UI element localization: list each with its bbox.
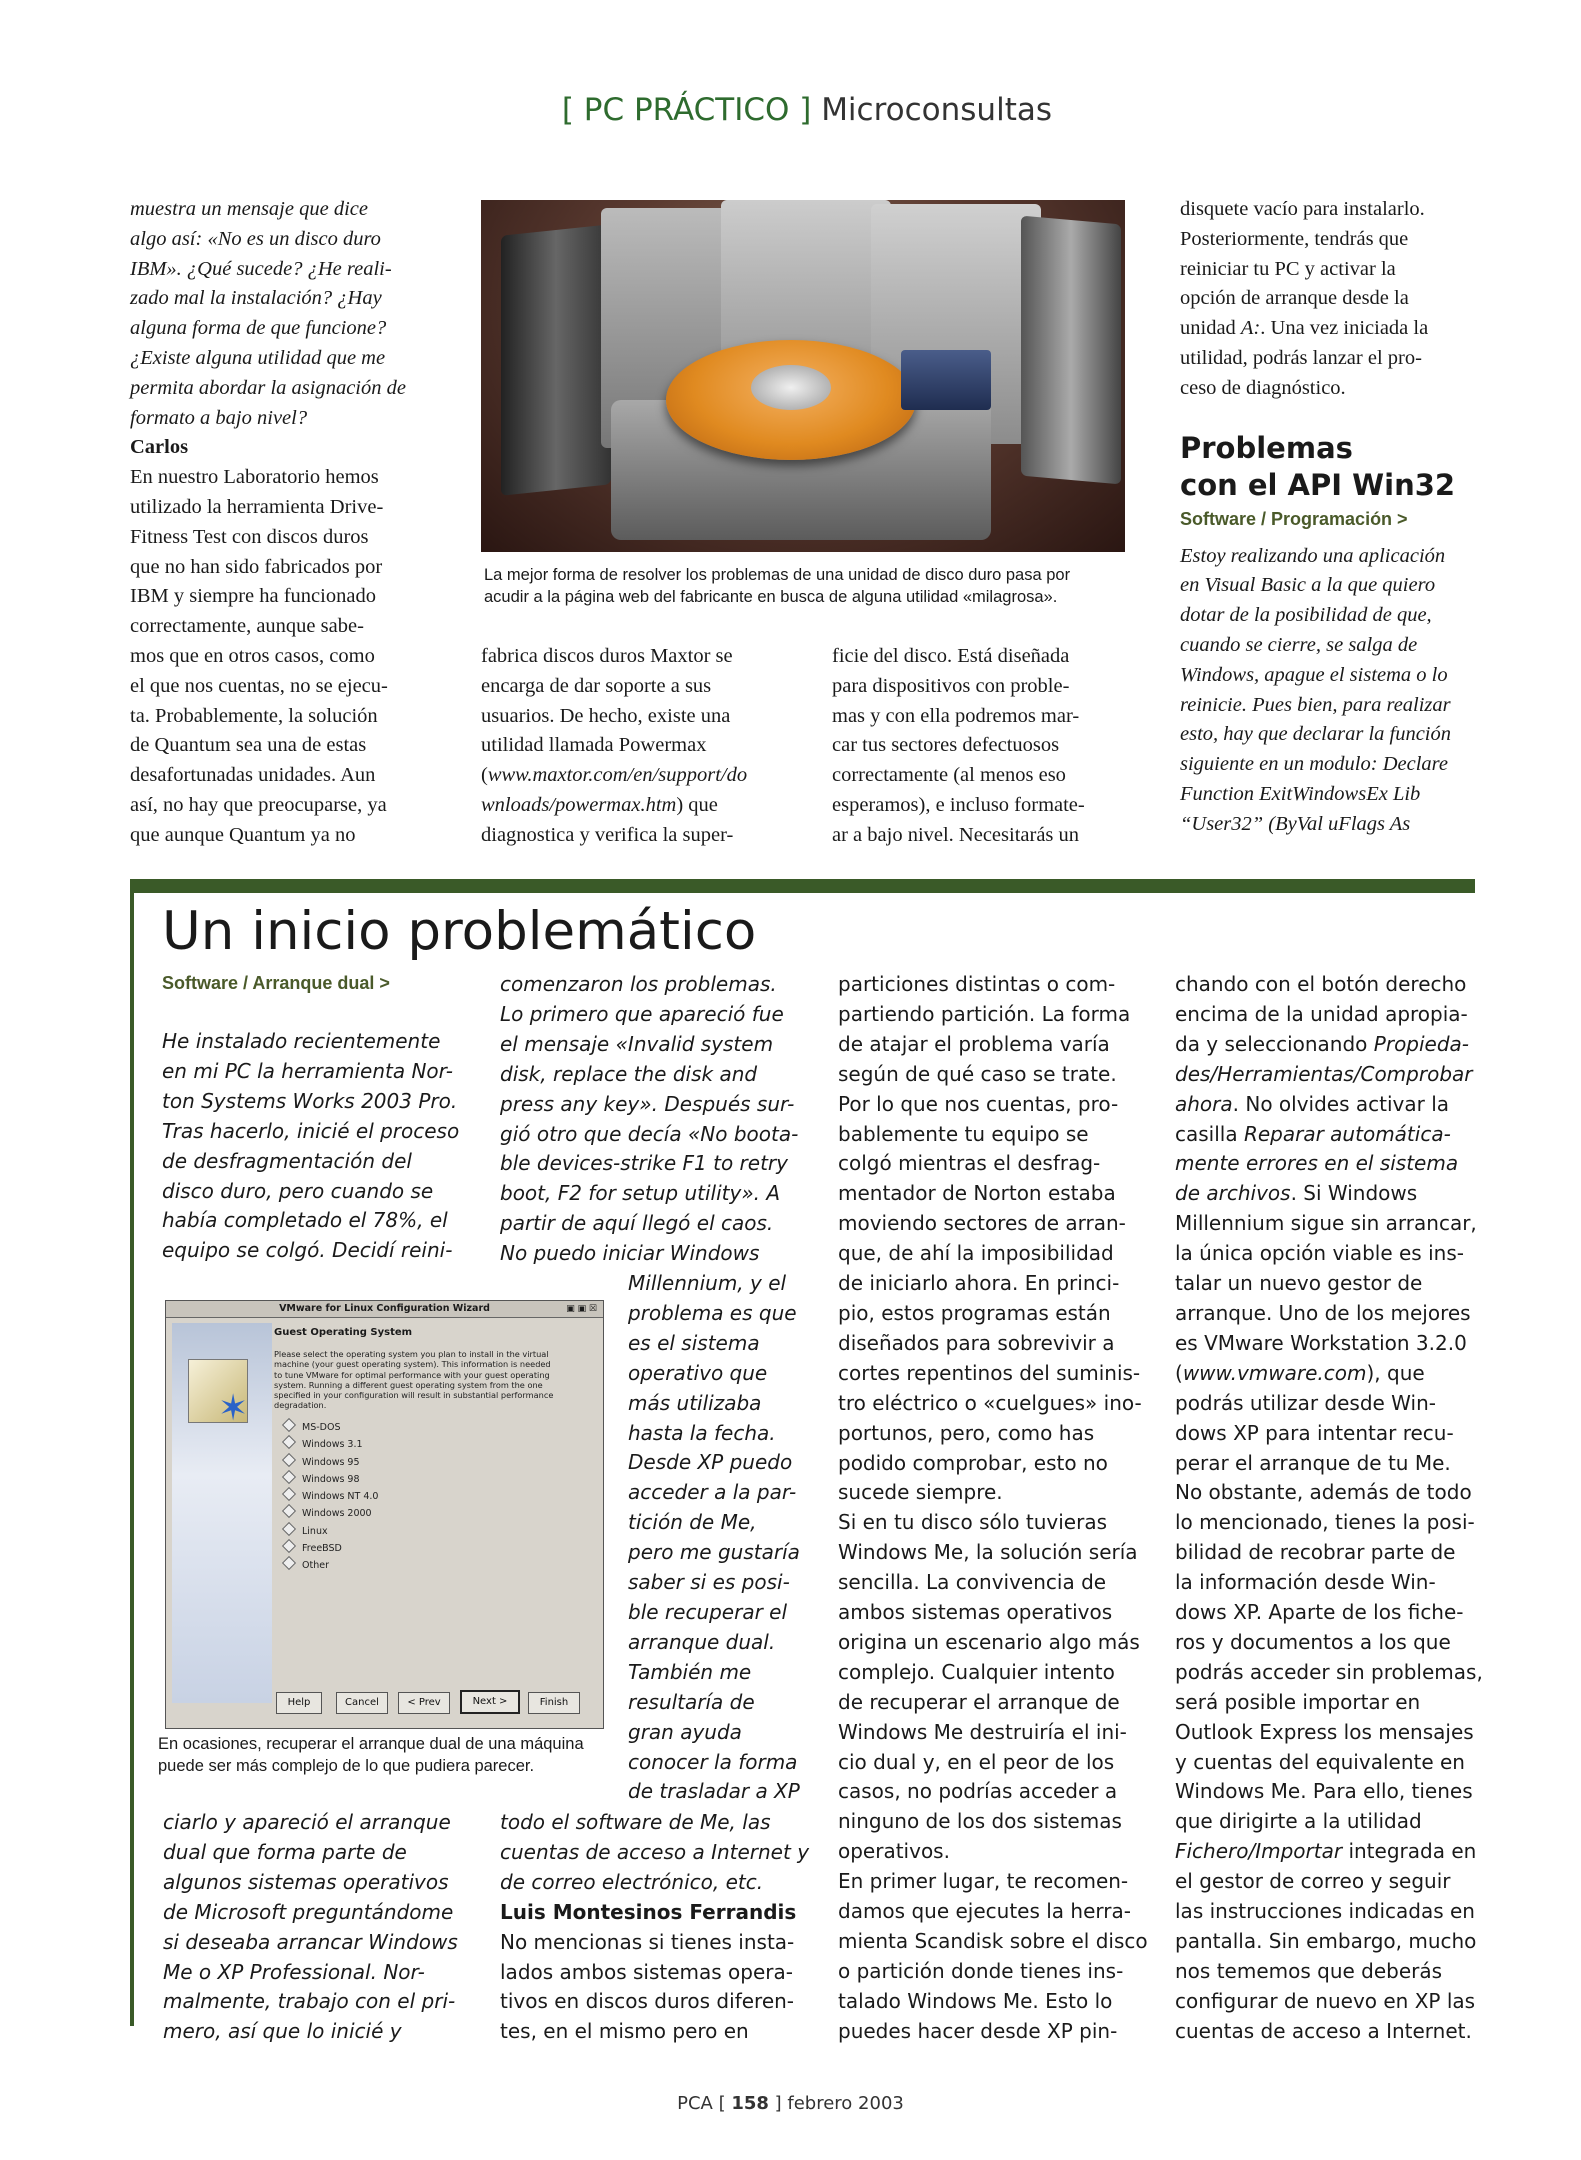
section-left-rule <box>130 879 134 2026</box>
section-divider-bar <box>130 879 1475 893</box>
os-option[interactable]: Linux <box>284 1523 378 1540</box>
top-column-2: fabrica discos duros Maxtor se encarga de dar soporte a sus usuarios. De hecho, existe una utilidad llamada Powermax (www.maxtor.com/en/support/do wnloads/powermax.htm) que diagnostica y verifica la super- <box>481 645 748 846</box>
top-column-4: disquete vacío para instalarlo. Posteriormente, tendrás que reiniciar tu PC y activar la opción de arranque desde la unidad A:. Una vez iniciada la utilidad, podrás lanzar el pro- ceso de diagnóstico. Problemas con el API Win32 Software / Programación > Estoy realizando una aplicación en Visual Basic a la que quiero dotar de la posibilidad de que, cuando se cierre, se salga de Windows, apague el sistema o lo reinicie. Pues bien, para realizar esto, hay que declarar la función siguiente en un modulo: Declare Function ExitWindowsEx Lib “User32” (ByVal uFlags As <box>1180 195 1500 840</box>
page-number: 158 <box>731 2093 769 2114</box>
blue-connector <box>901 350 991 410</box>
os-option-list <box>284 1419 378 1575</box>
wizard-heading: Guest Operating System <box>274 1327 413 1338</box>
radio-icon <box>282 1522 296 1536</box>
window-titlebar: VMware for Linux Configuration Wizard <box>166 1301 603 1318</box>
radio-icon <box>282 1487 296 1501</box>
api-category: Software / Programación > <box>1180 508 1408 529</box>
screenshot-caption: En ocasiones, recuperar el arranque dual de una máquina puede ser más complejo de lo que pudiera parecer. <box>158 1735 584 1775</box>
powermax-link[interactable]: www.maxtor.com/en/support/do <box>487 764 748 787</box>
radio-icon <box>282 1453 296 1467</box>
vmware-wizard-screenshot <box>165 1300 604 1729</box>
radio-icon <box>282 1470 296 1484</box>
radio-icon <box>282 1435 296 1449</box>
magazine-name: PCA <box>677 2093 713 2114</box>
prev-button[interactable]: < Prev <box>398 1692 450 1714</box>
photo-caption: La mejor forma de resolver los problemas de una unidad de disco duro pasa por acudir a la página web del fabricante en busca de alguna utilidad «milagrosa». <box>484 566 1071 606</box>
question-part-2-narrow: Millennium, y el problema es que es el sistema operativo que más utilizaba hasta la fecha. Desde XP puedo acceder a la par- tición de Me, pero me gustaría saber si es posi- ble recuperar el arranque dual. También me resultaría de gran ayuda conocer la forma de trasladar a XP <box>628 1271 800 1804</box>
hard-drives-photo <box>481 200 1125 552</box>
main-title: Un inicio problemático <box>162 901 757 962</box>
help-button[interactable]: Help <box>276 1692 322 1714</box>
answer-part-2: particiones distintas o com- partiendo partición. La forma de atajar el problema varía según de qué caso se trate. Por lo que nos cuentas, pro- bablemente tu equipo se colgó mientras el desfrag- mentador de Norton estaba moviendo sectores de arran- que, de ahí la imposibilidad de iniciarlo ahora. En princi- pio, estos programas están diseñados para sobrevivir a cortes repentinos del suminis- tro eléctrico o «cuelgues» ino- portunos, pero, como has podido comprobar, esto no sucede siempre. Si en tu disco sólo tuvieras Windows Me, la solución sería sencilla. La convivencia de ambos sistemas operativos origina un escenario algo más complejo. Cualquier intento de recuperar el arranque de Windows Me destruiría el ini- cio dual y, en el peor de los casos, no podrías acceder a ninguno de los dos sistemas operativos. En primer lugar, te recomen- damos que ejecutes la herra- mienta Scandisk sobre el disco o partición donde tienes ins- talado Windows Me. Esto lo puedes hacer desde XP pin- <box>838 972 1148 2043</box>
page-footer: PCA [ 158 ] febrero 2003 <box>677 2093 904 2114</box>
bottom-column-1 <box>162 968 472 1266</box>
reader-name: Carlos <box>130 436 189 459</box>
main-category: Software / Arranque dual > <box>162 973 390 993</box>
os-option[interactable]: Windows 3.1 <box>284 1436 378 1453</box>
radio-icon <box>282 1539 296 1553</box>
os-option[interactable]: Windows 2000 <box>284 1505 378 1522</box>
api-question: Estoy realizando una aplicación en Visual Basic a la que quiero dotar de la posibilidad de que, cuando se cierre, se salga de Windows, apague el sistema o lo reinicie. Pues bien, para realizar esto, hay que declarar la función siguiente en un modulo: Declare Function ExitWindowsEx Lib “User32” (ByVal uFlags As <box>1180 544 1452 835</box>
cancel-button[interactable]: Cancel <box>336 1692 388 1714</box>
issue-date: febrero 2003 <box>787 2093 904 2114</box>
vmware-link[interactable]: www.vmware.com <box>1182 1360 1367 1385</box>
powermax-link-cont[interactable]: wnloads/powermax.htm <box>481 793 677 816</box>
os-option[interactable]: Windows 98 <box>284 1471 378 1488</box>
answer-author: Luis Montesinos Ferrandis <box>500 1899 797 1924</box>
reader-question: muestra un mensaje que dice algo así: «No es un disco duro IBM». ¿Qué sucede? ¿He reali- zado mal la instalación? ¿Hay alguna forma de que funcione? ¿Existe alguna utilidad que me permita abordar la asignación de formato a bajo nivel? <box>130 198 406 429</box>
section-bracket: [ PC PRÁCTICO ] <box>561 92 812 128</box>
section-name: Microconsultas <box>821 92 1052 128</box>
answer-part-3: chando con el botón derecho encima de la unidad apropia- da y seleccionando Propieda- des/Herramientas/Comprobar ahora. No olvides activar la casilla Reparar automática- mente errores en el sistema de archivos. Si Windows Millennium sigue sin arrancar, la única opción viable es ins- talar un nuevo gestor de arranque. Uno de los mejores es VMware Workstation 3.2.0 (www.vmware.com), que podrás utilizar desde Win- dows XP para intentar recu- perar el arranque de tu Me. No obstante, además de todo lo mencionado, tienes la posi- bilidad de recobrar parte de la información desde Win- dows XP. Aparte de los fiche- ros y documentos a los que podrás acceder sin problemas, será posible importar en Outlook Express los mensajes y cuentas del equivalente en Windows Me. Para ello, tienes que dirigirte a la utilidad Fichero/Importar integrada en el gestor de correo y seguir las instrucciones indicadas en pantalla. Sin embargo, mucho nos tememos que deberás configurar de nuevo en XP las cuentas de acceso a Internet. <box>1175 972 1483 2043</box>
os-option[interactable]: Windows 95 <box>284 1454 378 1471</box>
radio-icon <box>282 1418 296 1432</box>
finish-button[interactable]: Finish <box>528 1692 580 1714</box>
magic-wand-icon: ✶ <box>218 1388 249 1429</box>
platter-spindle <box>751 365 831 410</box>
bottom-column-2-end: todo el software de Me, las cuentas de acceso a Internet y de correo electrónico, etc. Luis Montesinos Ferrandis No mencionas si tienes insta- lados ambos sistemas opera- tivos en discos duros diferen- tes, en el mismo pero en <box>500 1808 810 2047</box>
answer-text: En nuestro Laboratorio hemos utilizado la herramienta Drive- Fitness Test con discos duros que no han sido fabricados por IBM y siempre ha funcionado correctamente, aunque sabe- mos que en otros casos, como el que nos cuentas, no se ejecu- ta. Probablemente, la solución de Quantum sea una de estas desafortunadas unidades. Aun así, no hay que preocuparse, ya que aunque Quantum ya no <box>130 466 388 846</box>
page-header <box>0 92 1052 128</box>
next-button[interactable]: Next > <box>460 1690 520 1714</box>
radio-icon <box>282 1504 296 1518</box>
question-part-1: He instalado recientemente en mi PC la herramienta Nor- ton Systems Works 2003 Pro. Tras hacerlo, inicié el proceso de desfragmentación del disco duro, pero cuando se había completado el 78%, el equipo se colgó. Decidí reini- <box>162 1029 460 1263</box>
drive-left <box>501 224 611 496</box>
os-option[interactable]: FreeBSD <box>284 1540 378 1557</box>
top-column-3: ficie del disco. Está diseñada para dispositivos con proble- mas y con ella podremos mar- car tus sectores defectuosos correctamente (al menos eso esperamos), e incluso formate- ar a bajo nivel. Necesitarás un <box>832 645 1085 846</box>
api-title: Problemas con el API Win32 <box>1180 430 1456 502</box>
question-part-3: ciarlo y apareció el arranque dual que forma parte de algunos sistemas operativos de Microsoft preguntándome si deseaba arrancar Windows Me o XP Professional. Nor- malmente, trabajo con el pri- mero, así que lo inicié y <box>163 1810 458 2044</box>
os-option[interactable]: Other <box>284 1557 378 1574</box>
os-option[interactable]: Windows NT 4.0 <box>284 1488 378 1505</box>
radio-icon <box>282 1556 296 1570</box>
question-part-2: comenzaron los problemas. Lo primero que apareció fue el mensaje «Invalid system disk, replace the disk and press any key». Después sur- gió otro que decía «No boota- ble devices-strike F1 to retry boot, F2 for setup utility». A partir de aquí llegó el caos. No puedo iniciar Windows <box>500 972 799 1266</box>
drive-right <box>1021 216 1121 485</box>
answer-part-1: No mencionas si tienes insta- lados ambos sistemas opera- tivos en discos duros diferen- tes, en el mismo pero en <box>500 1929 795 2044</box>
wizard-description: Please select the operating system you plan to install in the virtual machine (your guest operating system). This information is needed to tune VMware for optimal performance with your guest operating system. Running a different guest operating system from the one specified in your configuration will result in substantial performance degradation. <box>274 1349 554 1411</box>
window-controls: ▣ ▣ ☒ <box>566 1304 597 1314</box>
top-column-1 <box>130 195 450 851</box>
os-option[interactable]: MS-DOS <box>284 1419 378 1436</box>
